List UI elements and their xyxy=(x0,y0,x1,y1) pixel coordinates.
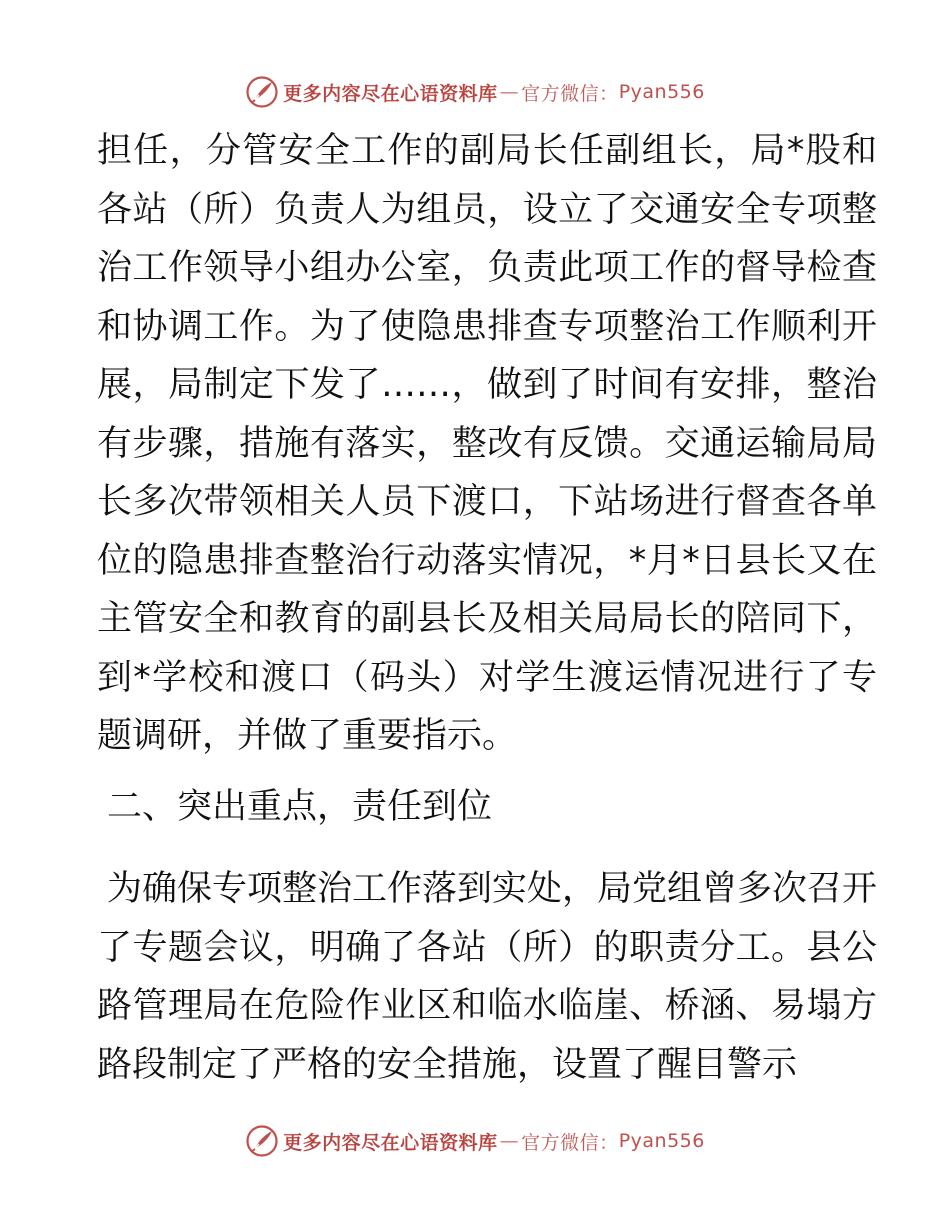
header-account-id: Pyan556 xyxy=(618,81,705,103)
section-heading-2: 二、突出重点，责任到位 xyxy=(107,786,493,827)
footer-brand-text: 更多内容尽在心语资料库 xyxy=(283,1131,498,1154)
body-paragraph-1: 担任，分管安全工作的副局长任副组长，局*股和各站（所）负责人为组员，设立了交通安全专项整治工作领导小组办公室，负责此项工作的督导检查和协调工作。为了使隐患排查专项整治工作顺利开展，局制定下发了……，做到了时间有安排，整治有步骤，措施有落实，整改有反馈。交通运输局局长多次带领相关人员下渡口，下站场进行督查各单位的隐患排查整治行动落实情况，*月*日县长又在主管安全和教育的副县长及相关局局长的陪同下，到*学校和渡口（码头）对学生渡运情况进行了专题调研，并做了重要指示。 xyxy=(97,131,877,756)
header-brand-text: 更多内容尽在心语资料库 xyxy=(283,82,498,105)
document-body xyxy=(97,122,877,1094)
footer-account-id: Pyan556 xyxy=(618,1130,705,1152)
header-banner xyxy=(0,72,950,112)
quill-pen-logo-icon xyxy=(245,75,279,109)
quill-pen-logo-icon xyxy=(245,1124,279,1158)
header-subtitle: 官方微信： xyxy=(521,82,619,105)
body-paragraph-2: 为确保专项整治工作落到实处，局党组曾多次召开了专题会议，明确了各站（所）的职责分工。县公路管理局在危险作业区和临水临崖、桥涵、易塌方路段制定了严格的安全措施，设置了醒目警示 xyxy=(97,869,878,1085)
footer-subtitle: 官方微信： xyxy=(521,1131,619,1154)
footer-separator: — xyxy=(499,1130,520,1152)
footer-banner xyxy=(0,1121,950,1161)
header-separator: — xyxy=(499,81,520,103)
